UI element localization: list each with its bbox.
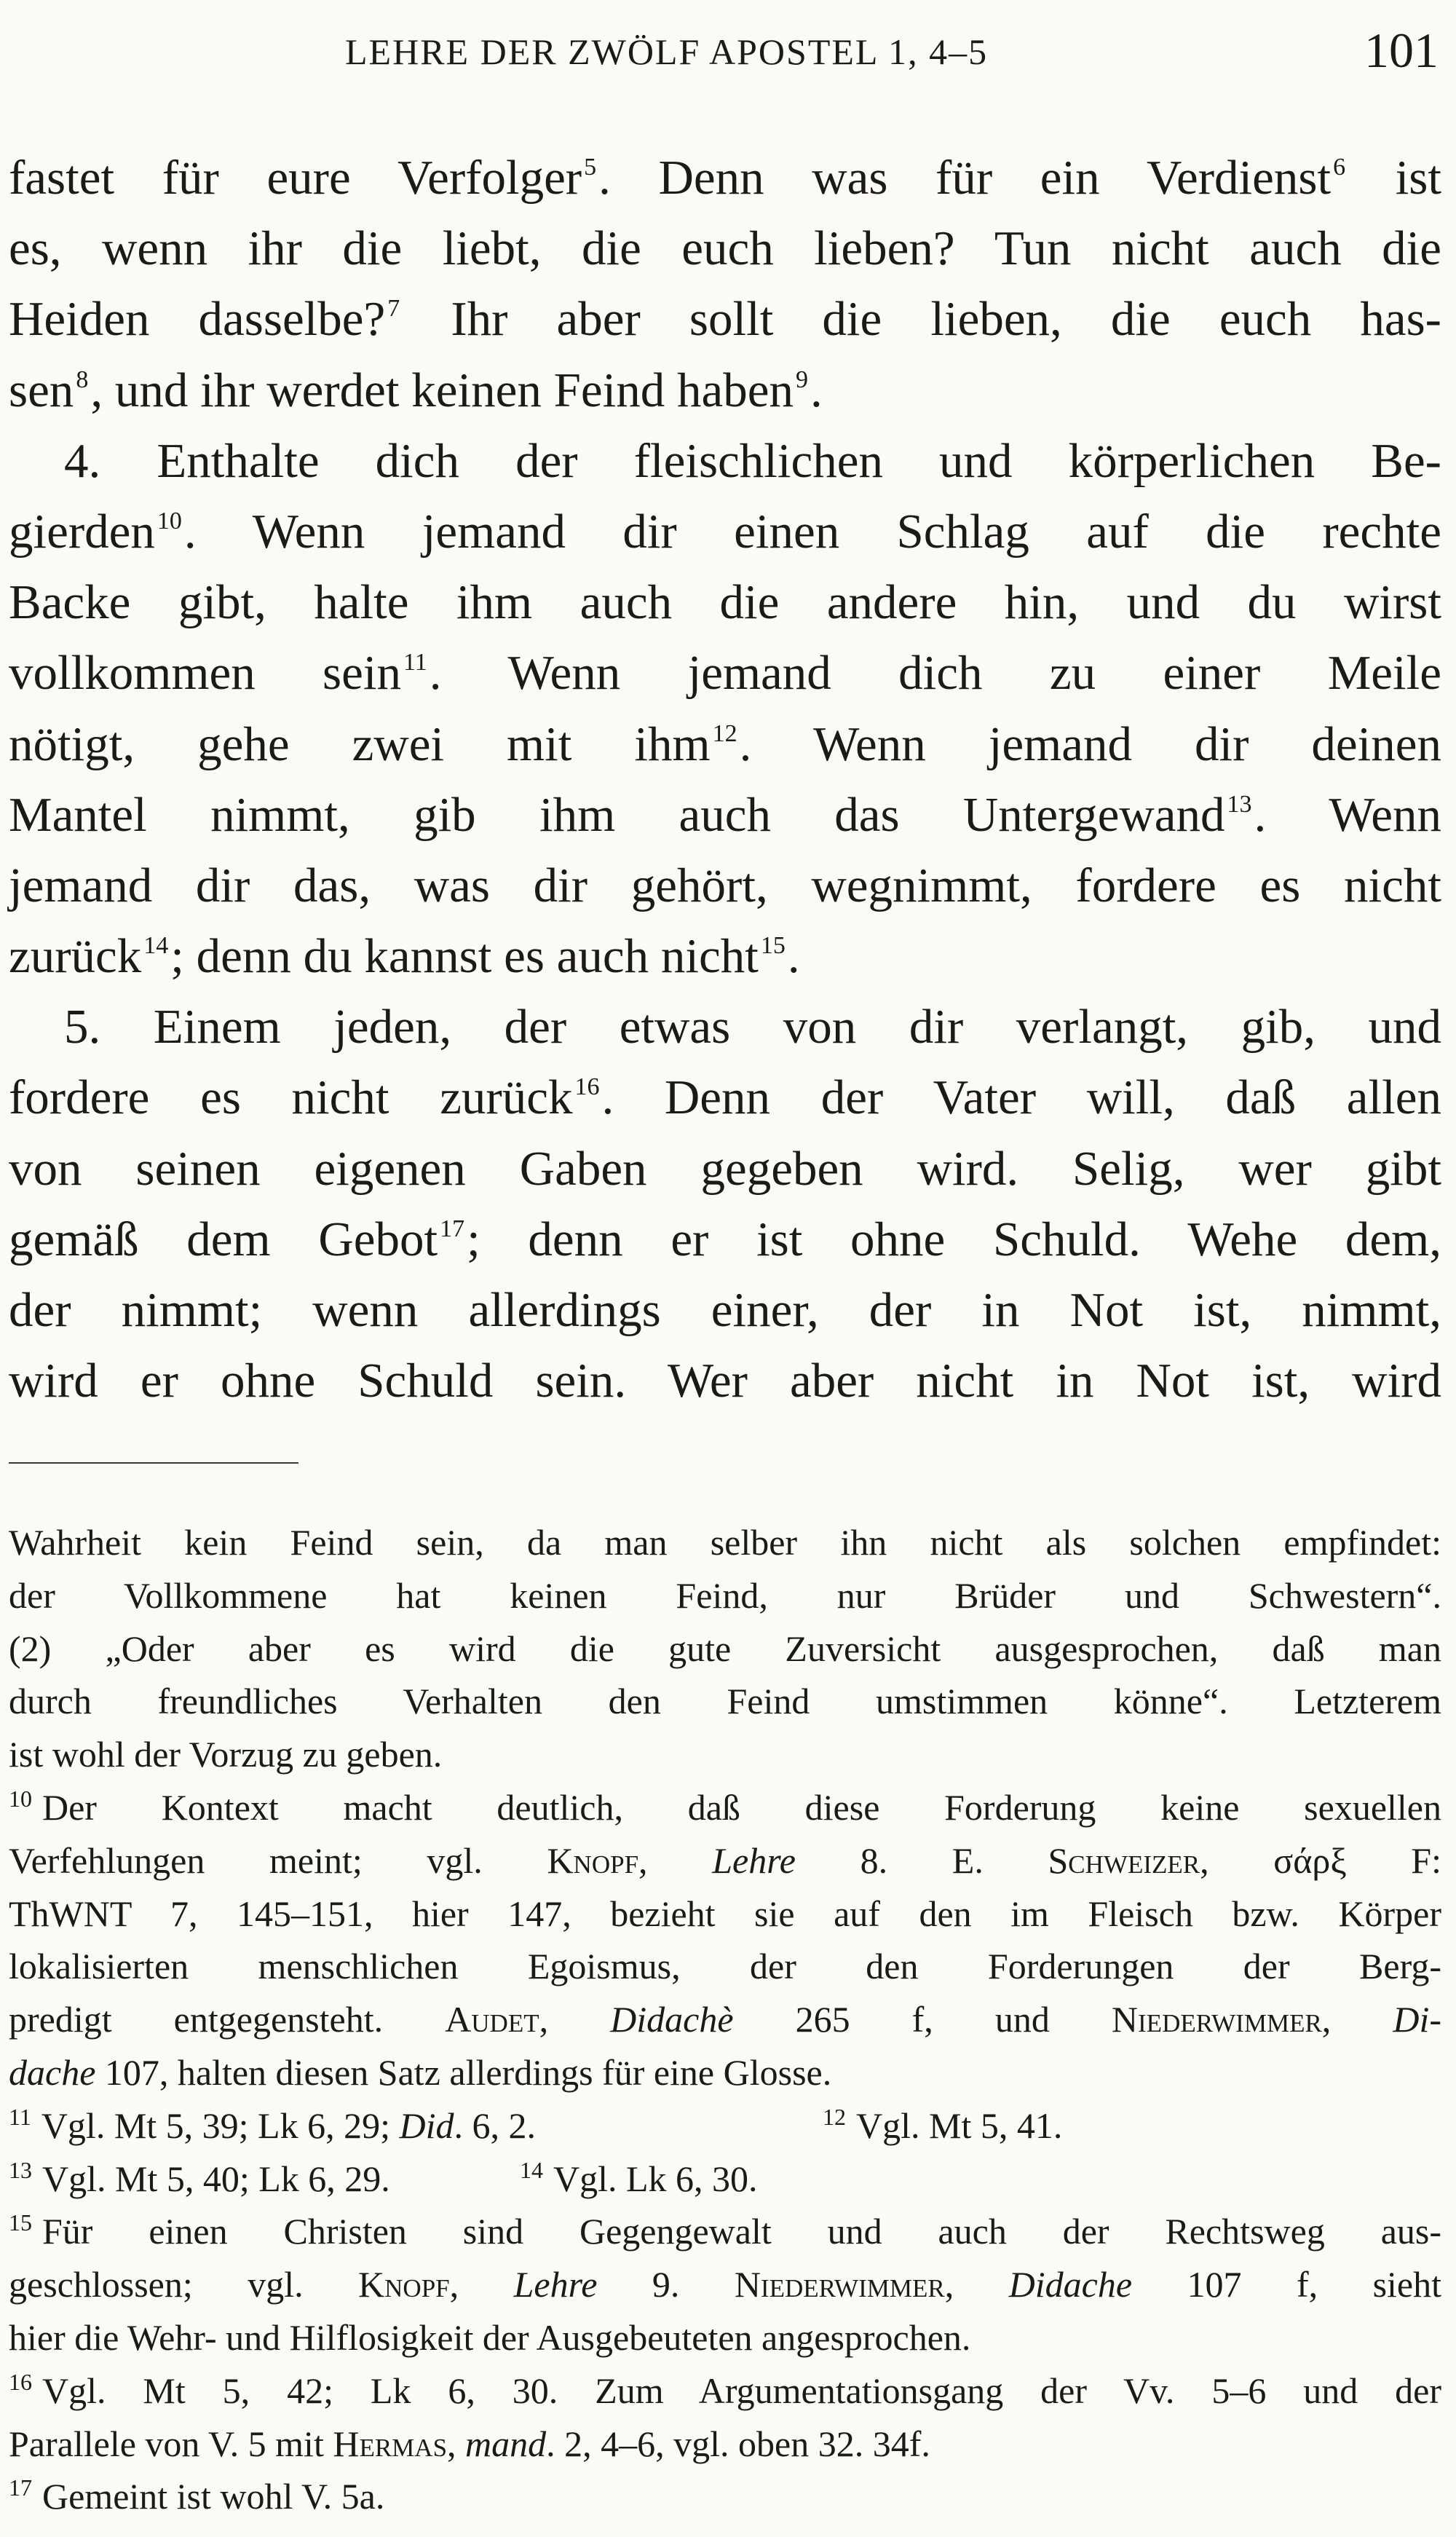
text-run: , xyxy=(449,2264,514,2305)
text-run: ; denn er ist ohne Schuld. Wehe dem, xyxy=(467,1212,1441,1266)
author-name: Knopf xyxy=(358,2264,450,2305)
text-run: durch freundliches Verhalten den Feind umstimmen könne“. Letzterem xyxy=(9,1681,1441,1722)
text-run: es, wenn ihr die liebt, die euch lieben? Tun nicht auch die xyxy=(9,221,1441,276)
text-run: Vgl. Mt 5, 42; Lk 6, 30. Zum Argumentationsgang der Vv. 5–6 und der xyxy=(42,2370,1441,2411)
text-run: , σάρξ F: xyxy=(1200,1839,1442,1881)
text-run: gierden xyxy=(9,504,155,559)
text-run: . xyxy=(810,363,823,417)
footnote-13 xyxy=(9,2153,520,2206)
text-run: Vgl. Mt 5, 41. xyxy=(856,2104,1063,2146)
footnote-line xyxy=(9,1675,1441,1728)
body-line xyxy=(9,284,1441,355)
body-line xyxy=(9,355,1441,426)
main-text xyxy=(9,143,1441,1416)
body-line xyxy=(9,992,1441,1062)
footnote-separator-rule xyxy=(9,1462,298,1464)
text-run: 5. Einem jeden, der etwas von dir verlangt, gib, und xyxy=(64,1000,1441,1054)
text-run: ; denn du kannst es auch nicht xyxy=(170,929,759,984)
footnote-line xyxy=(9,2258,1441,2311)
footnote-10 xyxy=(9,1781,1441,1834)
body-line xyxy=(9,709,1441,780)
body-line xyxy=(9,567,1441,638)
body-line xyxy=(9,1134,1441,1204)
footnote-16 xyxy=(9,2364,1441,2418)
footnote-number: 12 xyxy=(823,2103,846,2130)
text-run: Backe gibt, halte ihm auch die andere hin, und du wirst xyxy=(9,575,1441,630)
body-line xyxy=(9,1346,1441,1416)
body-line xyxy=(9,638,1441,709)
text-run: , xyxy=(539,1999,611,2040)
text-run: 107 f, sieht xyxy=(1132,2264,1442,2305)
text-run: jemand dir das, was dir gehört, wegnimmt, fordere es nicht xyxy=(9,858,1441,912)
footnote-11 xyxy=(9,2099,823,2153)
text-run: ThWNT 7, 145–151, hier 147, bezieht sie auf den im Fleisch bzw. Körper xyxy=(9,1893,1441,1934)
italic-title: Lehre xyxy=(513,2264,598,2305)
text-run: Ihr aber sollt die lieben, die euch has- xyxy=(402,292,1441,347)
footnote-number: 15 xyxy=(9,2209,32,2236)
text-run: . xyxy=(787,929,800,984)
footnote-line xyxy=(9,1728,1441,1781)
body-line xyxy=(9,780,1441,851)
text-run: der Vollkommene hat keinen Feind, nur Brüder und Schwestern“. xyxy=(9,1574,1441,1616)
footnote-line-split xyxy=(9,2153,1441,2206)
footnote-line xyxy=(9,1993,1441,2046)
italic-title: Didachè xyxy=(610,1999,734,2040)
footnote-line xyxy=(9,2418,1441,2471)
body-line xyxy=(9,213,1441,284)
footnote-number: 10 xyxy=(9,1785,32,1812)
text-run: geschlossen; vgl. xyxy=(9,2264,359,2305)
footnote-number: 16 xyxy=(9,2368,32,2395)
footnote-reference: 6 xyxy=(1333,154,1346,181)
italic-title: Di- xyxy=(1393,1999,1442,2040)
author-name: Niederwimmer xyxy=(1111,1999,1322,2040)
text-run: . Denn der Vater will, daß allen xyxy=(601,1070,1441,1125)
body-line xyxy=(9,1204,1441,1275)
footnote-number: 17 xyxy=(9,2474,32,2501)
footnote-reference: 5 xyxy=(584,154,597,181)
body-line xyxy=(9,921,1441,992)
text-run: , xyxy=(944,2264,1009,2305)
footnote-reference: 14 xyxy=(143,932,169,960)
text-run: 265 f, und xyxy=(733,1999,1112,2040)
text-run: lokalisierten menschlichen Egoismus, der den Forderungen der Berg- xyxy=(9,1946,1441,1987)
footnote-reference: 8 xyxy=(76,366,89,393)
body-line xyxy=(9,851,1441,921)
text-run: . Wenn jemand dir einen Schlag auf die rechte xyxy=(183,504,1441,559)
text-run: fastet für eure Verfolger xyxy=(9,151,582,205)
footnote-line xyxy=(9,1516,1441,1569)
text-run: Gemeint ist wohl V. 5a. xyxy=(42,2476,385,2517)
text-run: 4. Enthalte dich der fleischlichen und körperlichen Be- xyxy=(64,433,1441,488)
text-run: , xyxy=(638,1839,713,1881)
footnote-number: 11 xyxy=(9,2103,31,2130)
running-head xyxy=(0,20,1456,79)
footnote-line xyxy=(9,1622,1441,1676)
italic-title: Lehre xyxy=(712,1839,796,1881)
text-run: (2) „Oder aber es wird die gute Zuversicht ausgesprochen, daß man xyxy=(9,1627,1441,1669)
text-run: fordere es nicht zurück xyxy=(9,1070,573,1125)
body-line xyxy=(9,426,1441,497)
footnote-reference: 13 xyxy=(1227,790,1252,818)
footnote-reference: 11 xyxy=(403,649,427,676)
footnote-line xyxy=(9,2046,1441,2099)
text-run: 107, halten diesen Satz allerdings für eine Glosse. xyxy=(95,2051,832,2093)
footnote-reference: 7 xyxy=(387,295,400,323)
text-run: Mantel nimmt, gib ihm auch das Untergewand xyxy=(9,787,1225,842)
italic-title: dache xyxy=(9,2051,96,2093)
footnote-number: 14 xyxy=(520,2156,543,2183)
text-run: hier die Wehr- und Hilflosigkeit der Ausgebeuteten angesprochen. xyxy=(9,2316,971,2358)
footnote-12 xyxy=(823,2099,1062,2153)
footnote-line-split xyxy=(9,2099,1441,2153)
text-run: Für einen Christen sind Gegengewalt und auch der Rechtsweg aus- xyxy=(42,2211,1441,2252)
text-run: Heiden dasselbe? xyxy=(9,292,386,347)
footnote-number: 13 xyxy=(9,2156,32,2183)
text-run: 8. E. xyxy=(796,1839,1048,1881)
italic-title: mand xyxy=(465,2423,547,2464)
text-run: . Wenn jemand dich zu einer Meile xyxy=(429,646,1441,701)
text-run: gemäß dem Gebot xyxy=(9,1212,438,1266)
text-run: ist wohl der Vorzug zu geben. xyxy=(9,1734,443,1775)
footnote-17 xyxy=(9,2470,1441,2523)
text-run: . 2, 4–6, vgl. oben 32. 34f. xyxy=(546,2423,930,2464)
text-run: predigt entgegensteht. xyxy=(9,1999,446,2040)
footnote-reference: 9 xyxy=(795,366,808,393)
footnote-line xyxy=(9,1887,1441,1941)
running-title: LEHRE DER ZWÖLF APOSTEL 1, 4–5 xyxy=(345,31,989,72)
italic-title: Did xyxy=(399,2104,454,2146)
text-run: der nimmt; wenn allerdings einer, der in Not ist, nimmt, xyxy=(9,1283,1441,1337)
text-run: . Denn was für ein Verdienst xyxy=(598,151,1332,205)
text-run: Vgl. Mt 5, 40; Lk 6, 29. xyxy=(42,2158,390,2199)
text-run: . Wenn jemand dir deinen xyxy=(739,717,1441,771)
author-name: Schweizer xyxy=(1048,1839,1200,1881)
body-line xyxy=(9,1275,1441,1346)
text-run: Vgl. Mt 5, 39; Lk 6, 29; xyxy=(41,2104,400,2146)
text-run: , xyxy=(447,2423,466,2464)
footnote-15 xyxy=(9,2205,1441,2258)
footnote-reference: 10 xyxy=(157,507,182,534)
footnote-line xyxy=(9,1834,1441,1887)
text-run: . Wenn xyxy=(1254,787,1441,842)
author-name: Niederwimmer xyxy=(734,2264,945,2305)
footnote-14 xyxy=(520,2153,758,2206)
footnote-line xyxy=(9,2311,1441,2364)
text-run: ist xyxy=(1348,151,1441,205)
text-run: , und ihr werdet keinen Feind haben xyxy=(90,363,794,417)
text-run: Wahrheit kein Feind sein, da man selber ihn nicht als solchen empfindet: xyxy=(9,1522,1441,1563)
footnotes xyxy=(9,1516,1441,2523)
text-run: Parallele von V. 5 mit xyxy=(9,2423,333,2464)
footnote-reference: 12 xyxy=(712,719,737,747)
body-line xyxy=(9,143,1441,213)
text-run: 9. xyxy=(597,2264,735,2305)
text-run: Vgl. Lk 6, 30. xyxy=(553,2158,758,2199)
footnote-reference: 16 xyxy=(574,1073,600,1101)
text-run: Der Kontext macht deutlich, daß diese Forderung keine sexuellen xyxy=(42,1786,1441,1828)
text-run: sen xyxy=(9,363,74,417)
footnote-line xyxy=(9,1940,1441,1993)
footnote-reference: 17 xyxy=(440,1215,465,1242)
page-number: 101 xyxy=(1364,23,1439,78)
text-run: nötigt, gehe zwei mit ihm xyxy=(9,717,711,771)
text-run: . 6, 2. xyxy=(454,2104,536,2146)
text-run: Verfehlungen meint; vgl. xyxy=(9,1839,547,1881)
text-run: vollkommen sein xyxy=(9,646,401,701)
body-line xyxy=(9,1062,1441,1133)
text-run: zurück xyxy=(9,929,142,984)
footnote-line xyxy=(9,1569,1441,1622)
author-name: Audet xyxy=(445,1999,539,2040)
body-line xyxy=(9,497,1441,567)
text-run: von seinen eigenen Gaben gegeben wird. Selig, wer gibt xyxy=(9,1141,1441,1196)
author-name: Knopf xyxy=(547,1839,639,1881)
text-run: wird er ohne Schuld sein. Wer aber nicht in Not ist, wird xyxy=(9,1354,1441,1408)
author-name: Hermas xyxy=(333,2423,448,2464)
text-run: , xyxy=(1321,1999,1393,2040)
italic-title: Didache xyxy=(1008,2264,1133,2305)
footnote-reference: 15 xyxy=(760,932,786,960)
